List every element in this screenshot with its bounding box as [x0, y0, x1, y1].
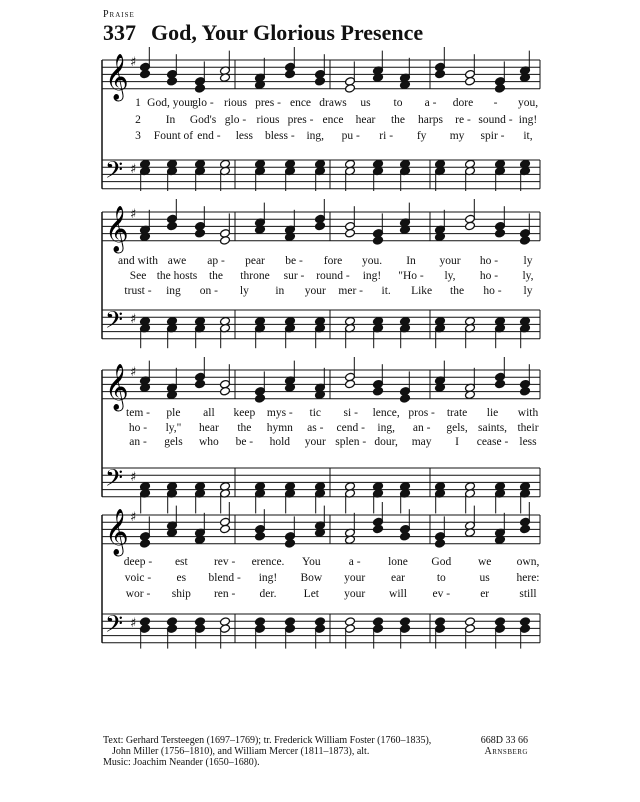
lyric-syllable: rious — [256, 114, 280, 126]
lyric-syllable: Bow — [300, 572, 323, 584]
treble-note — [465, 76, 476, 86]
lyric-syllable: est — [174, 556, 188, 568]
key-signature-sharp: ♯ — [130, 207, 137, 222]
bass-clef: 𝄢 — [105, 464, 124, 497]
lyric-syllable: hymn — [266, 422, 293, 434]
lyric-syllable: In — [165, 114, 176, 126]
lyric-syllable: an - — [412, 422, 431, 434]
lyric-syllable: ing, — [377, 422, 395, 434]
lyric-syllable: tic — [309, 407, 322, 419]
bass-clef: 𝄢 — [105, 610, 124, 643]
lyric-syllable: ly — [523, 255, 533, 267]
lyric-syllable: fy — [416, 130, 427, 142]
hymn-number: 337 — [103, 20, 136, 45]
lyric-syllable: glo - — [192, 97, 214, 109]
lyric-syllable: as - — [307, 422, 324, 434]
treble-note — [345, 84, 356, 94]
lyric-syllable: 3 — [135, 130, 141, 142]
lyric-syllable: bless - — [264, 130, 295, 142]
lyric-syllable: ev - — [432, 588, 451, 600]
lyric-syllable: wor - — [125, 588, 151, 600]
lyric-syllable: ship — [171, 588, 191, 600]
lyric-syllable: ear — [390, 572, 406, 584]
treble-note — [255, 394, 266, 404]
lyric-syllable: your — [344, 588, 366, 600]
treble-note — [520, 236, 531, 246]
treble-note — [220, 524, 231, 534]
key-signature-sharp: ♯ — [130, 470, 137, 485]
treble-clef: 𝄞 — [105, 54, 129, 100]
lyric-syllable: draws — [319, 97, 347, 109]
treble-note — [495, 84, 506, 94]
lyric-syllable: ho - — [479, 270, 499, 282]
treble-note — [315, 76, 326, 86]
lyric-syllable: who — [199, 436, 219, 448]
treble-note — [495, 379, 506, 389]
lyric-syllable: in — [275, 285, 285, 297]
lyric-syllable: lence, — [372, 407, 400, 419]
lyric-syllable: ly, — [522, 270, 534, 282]
lyric-syllable: the — [390, 114, 406, 126]
lyric-syllable: dore — [452, 97, 474, 109]
lyric-syllable: hold — [269, 436, 291, 448]
lyric-syllable: der. — [259, 588, 277, 600]
lyric-syllable: trust - — [124, 285, 152, 297]
key-signature-sharp: ♯ — [130, 162, 137, 177]
lyric-syllable: ing — [166, 285, 181, 297]
lyric-syllable: we — [477, 556, 492, 568]
treble-note — [435, 539, 446, 549]
lyric-syllable: re - — [455, 114, 471, 126]
text-credit-line-2: John Miller (1756–1810), and William Mercer (1811–1873), alt. — [112, 746, 370, 757]
treble-note — [315, 221, 326, 231]
treble-note — [345, 228, 356, 238]
lyric-syllable: here: — [516, 572, 540, 584]
lyric-syllable: ence — [322, 114, 344, 126]
treble-note — [285, 69, 296, 79]
lyric-syllable: us — [360, 97, 371, 109]
treble-note — [373, 386, 384, 396]
treble-clef: 𝄞 — [105, 206, 129, 252]
lyric-syllable: the — [237, 422, 252, 434]
lyric-syllable: ho - — [479, 255, 499, 267]
lyric-syllable: dour, — [374, 436, 398, 448]
lyric-syllable: ly — [239, 285, 249, 297]
lyric-syllable: pu - — [341, 130, 360, 142]
music-credit: Music: Joachim Neander (1650–1680). — [103, 757, 260, 768]
tune-name: Arnsberg — [484, 746, 528, 757]
lyric-syllable: still — [519, 588, 537, 600]
lyric-syllable: cease - — [476, 436, 509, 448]
lyric-syllable: hear — [355, 114, 376, 126]
lyric-syllable: - — [493, 97, 498, 109]
lyric-syllable: God — [431, 556, 452, 568]
lyric-syllable: sur - — [283, 270, 305, 282]
key-signature-sharp: ♯ — [130, 365, 137, 380]
lyric-syllable: mys - — [266, 407, 293, 419]
lyric-syllable: Like — [411, 285, 433, 297]
lyric-syllable: on - — [199, 285, 219, 297]
lyric-syllable: You — [302, 556, 321, 568]
lyric-syllable: trate — [446, 407, 468, 419]
lyric-syllable: ap - — [207, 255, 225, 267]
lyric-syllable: own, — [516, 556, 540, 568]
lyric-syllable: hear — [199, 422, 219, 434]
lyric-syllable: See — [129, 270, 147, 282]
treble-note — [220, 386, 231, 396]
lyric-syllable: si - — [343, 407, 358, 419]
lyric-syllable: cend - — [336, 422, 365, 434]
lyric-syllable: all — [203, 407, 215, 419]
lyric-syllable: may — [411, 436, 432, 448]
treble-note — [520, 386, 531, 396]
key-signature-sharp: ♯ — [130, 616, 137, 631]
lyric-syllable: blend - — [208, 572, 241, 584]
lyric-syllable: rev - — [213, 556, 236, 568]
lyric-syllable: I — [455, 436, 459, 448]
lyric-syllable: less — [519, 436, 537, 448]
lyric-syllable: ing! — [518, 114, 538, 126]
lyric-syllable: gels, — [446, 422, 468, 434]
lyric-syllable: lone — [388, 556, 408, 568]
treble-note — [195, 228, 206, 238]
lyric-syllable: ly, — [444, 270, 456, 282]
key-signature-sharp: ♯ — [130, 312, 137, 327]
lyric-syllable: rious — [224, 97, 247, 109]
bass-clef: 𝄢 — [105, 156, 124, 189]
lyric-syllable: gels — [164, 436, 183, 448]
key-signature-sharp: ♯ — [130, 510, 137, 525]
lyric-syllable: deep - — [123, 556, 153, 568]
treble-note — [400, 531, 411, 541]
lyric-syllable: awe — [167, 255, 187, 267]
lyric-syllable: the hosts — [156, 270, 198, 282]
lyric-syllable: mer - — [338, 285, 364, 297]
lyric-syllable: ly — [523, 285, 533, 297]
lyric-syllable: it. — [381, 285, 391, 297]
lyric-syllable: round - — [316, 270, 350, 282]
lyric-syllable: 2 — [135, 114, 141, 126]
treble-note — [373, 236, 384, 246]
lyric-syllable: pres - — [255, 97, 281, 109]
treble-note — [373, 524, 384, 534]
lyric-syllable: ing! — [362, 270, 382, 282]
lyric-syllable: and with — [118, 255, 158, 267]
treble-note — [465, 221, 476, 231]
lyric-syllable: it, — [523, 130, 533, 142]
lyric-syllable: to — [393, 97, 403, 109]
lyric-syllable: their — [517, 422, 539, 434]
lyric-syllable: ri - — [379, 130, 394, 142]
lyric-syllable: harps — [418, 114, 443, 126]
lyric-syllable: less — [235, 130, 253, 142]
lyric-syllable: God's — [189, 114, 217, 126]
treble-note — [285, 539, 296, 549]
lyric-syllable: ren - — [213, 588, 236, 600]
treble-note — [195, 84, 206, 94]
text-credit-line-1: Text: Gerhard Tersteegen (1697–1769); tr. Frederick William Foster (1760–1835), — [103, 735, 432, 746]
lyric-syllable: a - — [424, 97, 437, 109]
lyric-syllable: Fount of — [153, 130, 194, 142]
lyric-syllable: be - — [285, 255, 303, 267]
lyric-syllable: the — [208, 270, 224, 282]
meter: 668D 33 66 — [480, 735, 528, 746]
treble-note — [400, 394, 411, 404]
lyric-syllable: tem - — [126, 407, 150, 419]
lyric-syllable: your — [344, 572, 366, 584]
lyric-syllable: your — [304, 285, 326, 297]
lyric-syllable: ing, — [306, 130, 325, 142]
lyric-syllable: ence — [289, 97, 312, 109]
lyric-syllable: Let — [303, 588, 319, 600]
treble-note — [255, 531, 266, 541]
treble-note — [140, 69, 151, 79]
lyric-syllable: pros - — [408, 407, 435, 419]
treble-note — [220, 236, 231, 246]
lyric-syllable: ly," — [165, 422, 182, 434]
lyric-syllable: splen - — [335, 436, 367, 448]
lyric-syllable: us — [479, 572, 490, 584]
treble-note — [345, 379, 356, 389]
lyric-syllable: In — [406, 255, 416, 267]
lyric-syllable: saints, — [477, 422, 508, 434]
lyric-syllable: you, — [517, 97, 539, 109]
lyric-syllable: sound - — [478, 114, 513, 126]
lyric-syllable: erence. — [251, 556, 285, 568]
lyric-syllable: my — [449, 130, 465, 142]
lyric-syllable: your — [439, 255, 461, 267]
hymn-title: God, Your Glorious Presence — [151, 20, 424, 45]
lyric-syllable: God, your — [147, 97, 194, 109]
treble-note — [195, 379, 206, 389]
lyric-syllable: end - — [197, 130, 221, 142]
lyric-syllable: your — [304, 436, 326, 448]
lyric-syllable: ple — [166, 407, 181, 419]
lyric-syllable: 1 — [135, 97, 141, 109]
lyric-syllable: to — [436, 572, 446, 584]
lyric-syllable: spir - — [480, 130, 505, 142]
treble-note — [140, 539, 151, 549]
section-label: Praise — [103, 9, 135, 20]
treble-note — [435, 69, 446, 79]
treble-note — [495, 228, 506, 238]
lyric-syllable: voic - — [124, 572, 152, 584]
lyric-syllable: es — [176, 572, 187, 584]
lyric-syllable: the — [450, 285, 465, 297]
treble-note — [520, 524, 531, 534]
key-signature-sharp: ♯ — [130, 55, 137, 70]
lyric-syllable: ho - — [483, 285, 502, 297]
lyric-syllable: fore — [323, 255, 343, 267]
lyric-syllable: you. — [361, 255, 383, 267]
lyric-syllable: throne — [240, 270, 270, 282]
lyric-syllable: lie — [486, 407, 499, 419]
treble-note — [167, 221, 178, 231]
treble-clef: 𝄞 — [105, 364, 129, 410]
bass-clef: 𝄢 — [105, 306, 124, 339]
lyric-syllable: a - — [348, 556, 361, 568]
lyric-syllable: will — [389, 588, 407, 600]
lyric-syllable: pres - — [287, 114, 314, 126]
lyric-syllable: pear — [245, 255, 265, 267]
lyric-syllable: ing! — [258, 572, 278, 584]
lyric-syllable: keep — [233, 407, 256, 419]
treble-note — [167, 76, 178, 86]
lyric-syllable: er — [480, 588, 490, 600]
lyric-syllable: glo - — [224, 114, 247, 126]
lyric-syllable: ho - — [128, 422, 148, 434]
lyric-syllable: an - — [129, 436, 147, 448]
lyric-syllable: "Ho - — [398, 270, 424, 282]
treble-clef: 𝄞 — [105, 509, 129, 555]
lyric-syllable: be - — [235, 436, 254, 448]
lyric-syllable: with — [517, 407, 539, 419]
